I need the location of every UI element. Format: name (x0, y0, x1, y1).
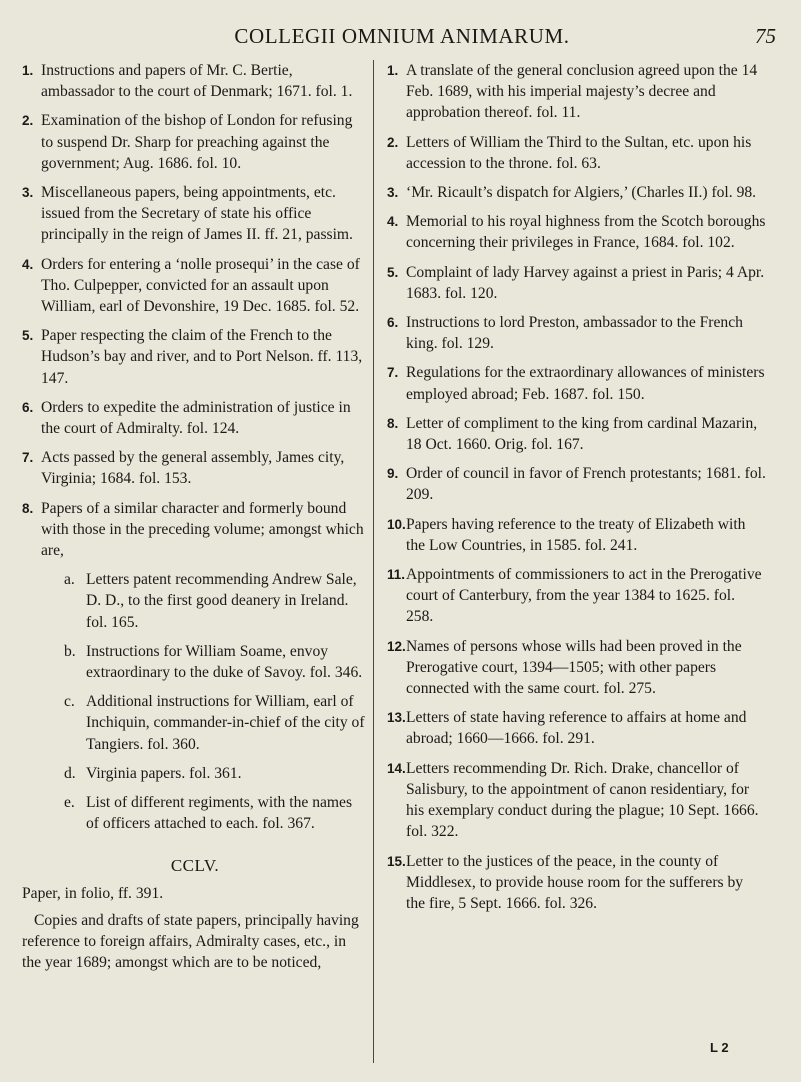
list-item: 5. Paper respecting the claim of the French to the Hudson’s bay and river, and to Port Nelson. ff. 113, 147. (22, 327, 363, 387)
sub-list-item: c. Additional instructions for William, earl of Inchiquin, commander-in-chief of the city of Tangiers. fol. 360. (64, 693, 365, 753)
list-item: 12. Names of persons whose wills had been proved in the Prerogative court, 1394—1505; with other papers connected with the same court. fol. 275. (387, 637, 742, 698)
left-column (22, 60, 368, 974)
list-item: 1. A translate of the general conclusion agreed upon the 14 Feb. 1689, with his imperial majesty’s decree and approbation thereof. fol. 11. (387, 62, 758, 122)
list-item: 13. Letters of state having reference to affairs at home and abroad; 1660—1666. fol. 291. (387, 709, 747, 748)
page-header (24, 24, 780, 54)
list-item: 6. Orders to expedite the administration of justice in the court of Admiralty. fol. 124. (22, 398, 351, 438)
running-title: COLLEGII OMNIUM ANIMARUM. (234, 24, 570, 48)
list-item: 15. Letter to the justices of the peace, in the county of Middlesex, to provide house room for the sufferers by the fire, 5 Sept. 1666. fol. 326. (387, 852, 744, 912)
list-item: 3. ‘Mr. Ricault’s dispatch for Algiers,’ (Charles II.) fol. 98. (387, 184, 757, 202)
list-item: 14. Letters recommending Dr. Rich. Drake, chancellor of Salisbury, to the appointment of canon residentiary, for his exemplary conduct during the plague; 10 Sept. 1666. fol. 322. (387, 759, 759, 841)
list-item: 2. Letters of William the Third to the Sultan, etc. upon his accession to the throne. fol. 63. (387, 133, 752, 172)
sub-list-item: b. Instructions for William Soame, envoy extraordinary to the duke of Savoy. fol. 346. (64, 642, 363, 682)
list-item: 8. Letter of compliment to the king from cardinal Mazarin, 18 Oct. 1660. Orig. fol. 167. (387, 414, 758, 454)
list-item: 3. Miscellaneous papers, being appointments, etc. issued from the Secretary of state his office principally in the reign of James II. ff. 21, passim. (22, 184, 353, 244)
list-item: 7. Acts passed by the general assembly, James city, Virginia; 1684. fol. 153. (22, 449, 345, 488)
section-heading: CCLV. (170, 855, 220, 875)
list-item: 8. Papers of a similar character and formerly bound with those in the preceding volume; amongst which are, (22, 499, 364, 560)
list-item: 11. Appointments of commissioners to act in the Prerogative court of Canterbury, from the year 1384 to 1625. fol. 258. (387, 566, 762, 626)
list-item: 10. Papers having reference to the treaty of Elizabeth with the Low Countries, in 1585. fol. 241. (387, 515, 746, 554)
list-item: 4. Orders for entering a ‘nolle prosequi’ in the case of Tho. Culpepper, convicted for an assault upon William, earl of Devonshire, 19 Dec. 1685. fol. 52. (22, 255, 360, 316)
list-item: 4. Memorial to his royal highness from the Scotch boroughs concerning their privileges in France, 1684. fol. 102. (387, 213, 766, 252)
section-paragraph: Copies and drafts of state papers, principally having reference to foreign affairs, Admiralty cases, etc., in the year 1689; amongst which are to be noticed, (22, 911, 359, 972)
list-item: 2. Examination of the bishop of London for refusing to suspend Dr. Sharp for preaching against the government; Aug. 1686. fol. 10. (22, 112, 353, 172)
sub-list-item: e. List of different regiments, with the names of officers attached to each. fol. 367. (64, 794, 353, 833)
sub-list-item: a. Letters patent recommending Andrew Sale, D. D., to the first good deanery in Ireland. fol. 165. (64, 571, 357, 631)
list-item: 7. Regulations for the extraordinary allowances of ministers employed abroad; Feb. 1687. fol. 150. (387, 364, 765, 403)
list-item: 5. Complaint of lady Harvey against a priest in Paris; 4 Apr. 1683. fol. 120. (387, 263, 765, 302)
list-item: 1. Instructions and papers of Mr. C. Bertie, ambassador to the court of Denmark; 1671. fol. 1. (22, 62, 353, 101)
page-number: 75 (755, 24, 776, 48)
right-column (387, 60, 766, 922)
list-item: 9. Order of council in favor of French protestants; 1681. fol. 209. (387, 465, 766, 504)
column-divider (373, 60, 374, 1063)
section-subheading: Paper, in folio, ff. 391. (22, 884, 164, 902)
sub-list-item: d. Virginia papers. fol. 361. (64, 764, 242, 782)
signature-mark: L 2 (710, 1040, 729, 1055)
list-item: 6. Instructions to lord Preston, ambassador to the French king. fol. 129. (387, 314, 743, 353)
